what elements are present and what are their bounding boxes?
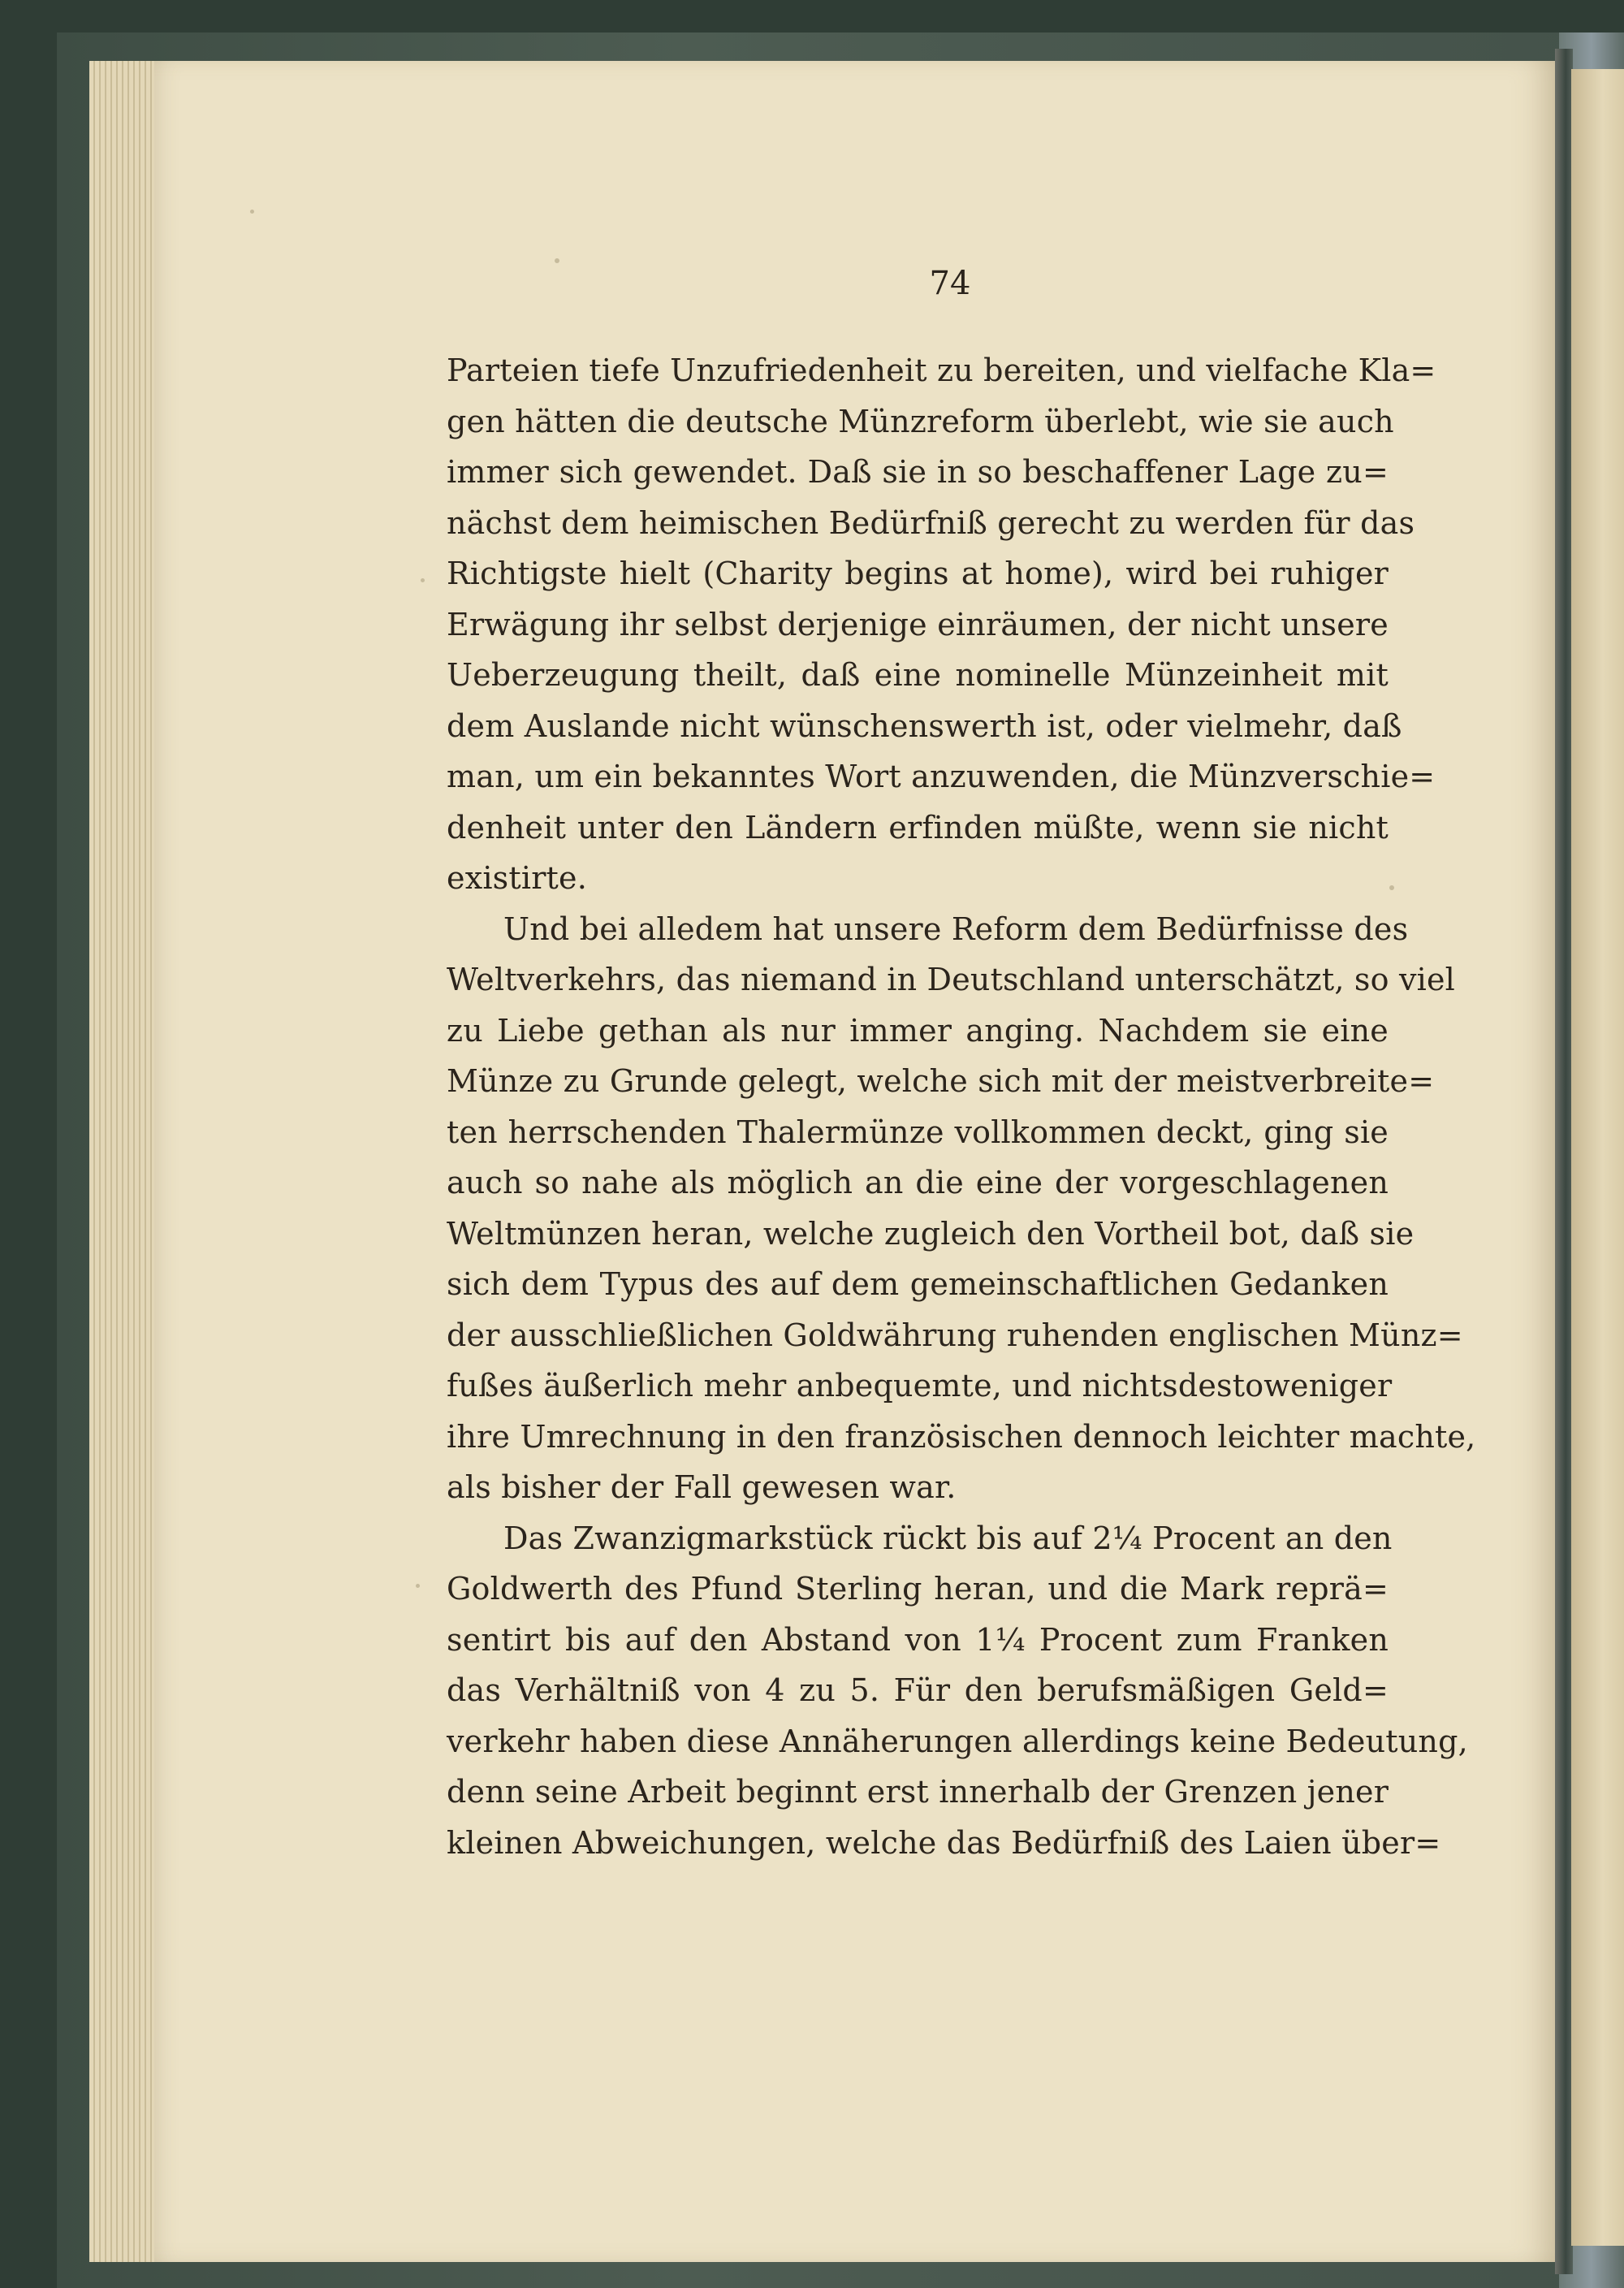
gutter — [1555, 49, 1573, 2274]
text-line: der ausschließlichen Goldwährung ruhenden englischen Münz= — [447, 1317, 1463, 1353]
text-line: fußes äußerlich mehr anbequemte, und nichtsdestoweniger — [447, 1368, 1393, 1404]
paragraph — [447, 904, 1476, 1513]
text-line: Münze zu Grunde gelegt, welche sich mit der meistverbreite= — [447, 1063, 1435, 1099]
text-line: ihre Umrechnung in den französischen dennoch leichter machte, — [447, 1418, 1476, 1455]
text-line: Goldwerth des Pfund Sterling heran, und die Mark reprä= — [447, 1571, 1389, 1607]
text-line: Ueberzeugung theilt, daß eine nominelle Münzeinheit mit — [447, 657, 1389, 693]
text-line: man, um ein bekanntes Wort anzuwenden, die Münzverschie= — [447, 759, 1436, 794]
text-line: Das Zwanzigmarkstück rückt bis auf 2¼ Procent an den — [503, 1520, 1393, 1556]
text-line: sich dem Typus des auf dem gemeinschaftlichen Gedanken — [447, 1266, 1389, 1302]
text-line: sentirt bis auf den Abstand von 1¼ Procent zum Franken — [447, 1621, 1389, 1658]
text-line: immer sich gewendet. Daß sie in so beschaffener Lage zu= — [447, 454, 1389, 490]
paper-fleck — [421, 578, 425, 582]
text-line: gen hätten die deutsche Münzreform überlebt, wie sie auch — [447, 403, 1394, 439]
text-line: denheit unter den Ländern erfinden müßte, wenn sie nicht — [447, 809, 1389, 846]
text-line: auch so nahe als möglich an die eine der vorgeschlagenen — [447, 1165, 1389, 1200]
text-line: Und bei alledem hat unsere Reform dem Bedürfnisse des — [503, 910, 1409, 947]
paragraph — [447, 345, 1436, 904]
text-line: nächst dem heimischen Bedürfniß gerecht zu werden für das — [447, 504, 1415, 541]
paragraph — [447, 1513, 1468, 1869]
paper-fleck — [250, 210, 254, 214]
text-line: als bisher der Fall gewesen war. — [447, 1469, 957, 1505]
text-line: Richtigste hielt (Charity begins at home), wird bei ruhiger — [447, 556, 1389, 591]
text-line: Parteien tiefe Unzufriedenheit zu bereiten, und vielfache Kla= — [447, 352, 1436, 388]
page-number: 74 — [929, 265, 971, 302]
text-line: zu Liebe gethan als nur immer anging. Nachdem sie eine — [447, 1012, 1389, 1049]
text-line: Erwägung ihr selbst derjenige einräumen, der nicht unsere — [447, 606, 1389, 642]
text-line: Weltverkehrs, das niemand in Deutschland unterschätzt, so viel — [447, 962, 1456, 997]
paper-fleck — [1389, 885, 1394, 890]
text-line: das Verhältniß von 4 zu 5. Für den berufsmäßigen Geld= — [447, 1672, 1389, 1708]
facing-page — [1571, 69, 1624, 2246]
page-edges — [89, 61, 162, 2262]
text-line: denn seine Arbeit beginnt erst innerhalb der Grenzen jener — [447, 1774, 1389, 1810]
text-line: dem Auslande nicht wünschenswerth ist, oder vielmehr, daß — [447, 707, 1402, 744]
text-line: Weltmünzen heran, welche zugleich den Vortheil bot, daß sie — [447, 1215, 1415, 1252]
text-line: kleinen Abweichungen, welche das Bedürfniß des Laien über= — [447, 1824, 1441, 1861]
paper-fleck — [416, 1584, 420, 1588]
text-line: ten herrschenden Thalermünze vollkommen deckt, ging sie — [447, 1114, 1389, 1150]
text-line: verkehr haben diese Annäherungen allerdings keine Bedeutung, — [447, 1723, 1468, 1759]
body-text — [447, 345, 1476, 1868]
text-line: existirte. — [447, 860, 587, 896]
paper-fleck — [555, 258, 559, 263]
